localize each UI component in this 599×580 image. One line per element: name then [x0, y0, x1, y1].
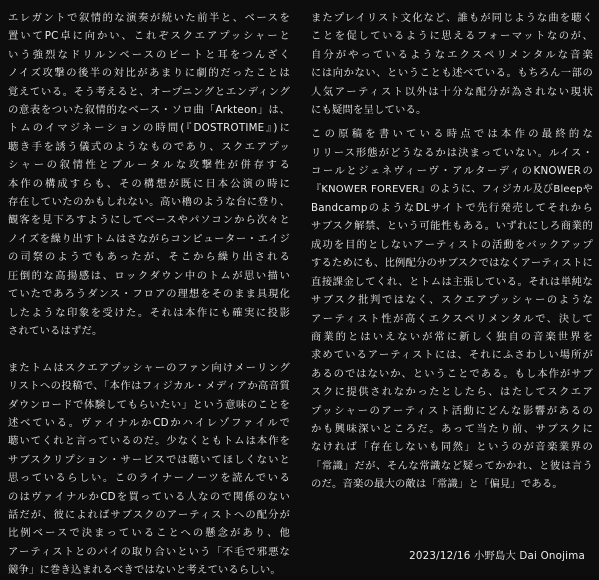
text-line: 商業的とはいえないが常に新しく独自の音楽世界を [311, 330, 593, 343]
text-line: サブスクリプション・サービスでは聴いてほしくないと [8, 453, 290, 466]
text-line: 観客を見下ろすようにしてベースやパソコンから次々と [8, 214, 290, 227]
text-line: またトムはスクエアプッシャーのファン向けメーリング [8, 361, 290, 374]
text-line: 聴き手を誘う儀式のようなものであり、スクエアプッ [8, 140, 290, 153]
text-line: 覚えている。そう考えると、オープニングとエンディング [8, 85, 290, 98]
text-line: 成功を目的としないアーティストの活動をバックアップ [311, 238, 593, 251]
text-line: ノイズを繰り出すトムはさながらコンピューター・エイジ [8, 232, 290, 245]
text-line: かも興味深いところだ。あって当たり前、サブスクに [311, 422, 593, 435]
text-line: の司祭のようでもあったが、そこから繰り出される [8, 251, 290, 264]
text-line: 話だが、彼によればサブスクのアーティストへの配分が [8, 508, 290, 521]
text-line: するためにも、比例配分のサブスクではなくアーティストに [311, 257, 593, 270]
text-line: したような印象を受けた。それは本作にも確実に投影 [8, 306, 290, 319]
text-line: シャーの叙情性とブルータルな攻撃性が併存する [8, 159, 290, 172]
text-line: アーティストとのパイの取り合いという「不毛で邪悪な [8, 545, 290, 558]
text-line: この原稿を書いている時点では本作の最終的な [311, 128, 593, 141]
text-line: のはヴァイナルかCDを買っている人なので関係のない [8, 490, 290, 503]
text-line: あるのではないか、ということである。もし本作がサブ [311, 367, 593, 380]
text-line: 思っているらしい。このライナーノーツを読んでいる [8, 472, 290, 485]
text-line: のだ。音楽の最大の敵は「常識」と「偏見」である。 [311, 478, 563, 491]
text-line: ことを促しているように思えるフォーマットなのが、 [311, 30, 593, 43]
right-paragraph-1 [311, 9, 593, 119]
text-line: 自分がやっているようなエクスペリメンタルな音楽 [311, 48, 593, 61]
text-line: 置いてPC卓に向かい、これぞスクエアプッシャーと [8, 30, 290, 43]
text-line: BandcampのようなDLサイトで先行発売してそれから [311, 202, 593, 215]
text-line: 述べている。ヴァイナルかCDかハイレゾファイルで [8, 416, 290, 429]
text-line: には向かない、ということも述べている。もちろん一部の [311, 67, 593, 80]
text-line: リストへの投稿で、「本作はフィジカル・メディアか高音質 [8, 380, 290, 393]
text-line: にも疑問を呈している。 [311, 104, 427, 117]
paragraph-gap [8, 340, 290, 358]
text-line: ていたであろうダンス・フロアの理想をそのまま具現化 [8, 288, 290, 301]
text-line: サブスク解禁、という可能性もある。いずれにしろ商業的 [311, 220, 593, 233]
text-line: 直接課金してくれ、とトムは主張している。それは単純な [311, 275, 593, 288]
text-line: なければ「存在しないも同然」というのが音楽業界の [311, 441, 593, 454]
author-signature: 2023/12/16 小野島大 Dai Onojima [409, 550, 585, 562]
text-line: 人気アーティスト以外は十分な配分が為されない現状 [311, 85, 593, 98]
left-paragraph-2 [8, 359, 290, 580]
text-line: 聴いてくれと言っているのだ。少なくともトムは本作を [8, 435, 290, 448]
left-paragraph-1 [8, 9, 290, 340]
text-line: 比例ベースで決まっていることへの懸念があり、他 [8, 527, 290, 540]
text-line: プッシャーのアーティスト活動にどんな影響があるの [311, 404, 593, 417]
text-line: スクに提供されなかったとしたら、はたしてスクエア [311, 386, 593, 399]
text-line: コールとジェネヴィーヴ・アルターディのKNOWERの [311, 165, 593, 178]
right-column [311, 9, 593, 494]
text-line: サブスク批判ではなく、スクエアプッシャーのような [311, 294, 593, 307]
text-line: またプレイリスト文化など、誰もが同じような曲を聴く [311, 12, 593, 24]
text-line: 求めているアーティストには、それにふさわしい場所が [311, 349, 593, 362]
text-line: 「常識」だが、そんな常識など疑ってかかれ、と彼は言う [311, 459, 593, 472]
text-line: リリース形態がどうなるかは決まっていない。ルイス・ [311, 146, 593, 159]
left-column [8, 9, 290, 580]
text-line: ノイズ攻撃の後半の対比があまりに劇的だったことは [8, 67, 290, 80]
right-paragraph-2 [311, 125, 593, 493]
text-line: 『KNOWER FOREVER』のように、フィジカル及びBleepや [311, 183, 593, 195]
text-line: 競争」に巻き込まれるべきではないと考えているらしい。 [8, 564, 281, 577]
text-line: されているはずだ。 [8, 324, 103, 337]
text-line: 本作の構成すらも、その構想が既に日本公演の時に [8, 177, 290, 190]
text-line: の意表をついた叙情的なベース・ソロ曲「Arkteon」は、 [8, 104, 290, 117]
text-line: エレガントで叙情的な演奏が続いた前半と、ベースを [8, 12, 290, 24]
text-line: 圧倒的な高揚感は、ロックダウン中のトムが思い描い [8, 269, 290, 282]
text-line: 存在していたのかもしれない。高い櫓のような台に登り、 [8, 196, 290, 209]
text-line: アーティスト性が高くエクスペリメンタルで、決して [311, 312, 593, 325]
text-line: いう強烈なドリルンベースのビートと耳をつんざく [8, 48, 290, 61]
text-line: トムのイマジネーションの時間(『DOSTROTIME』)に [8, 122, 290, 135]
text-line: ダウンロードで体験してもらいたい」という意味のことを [8, 398, 290, 411]
